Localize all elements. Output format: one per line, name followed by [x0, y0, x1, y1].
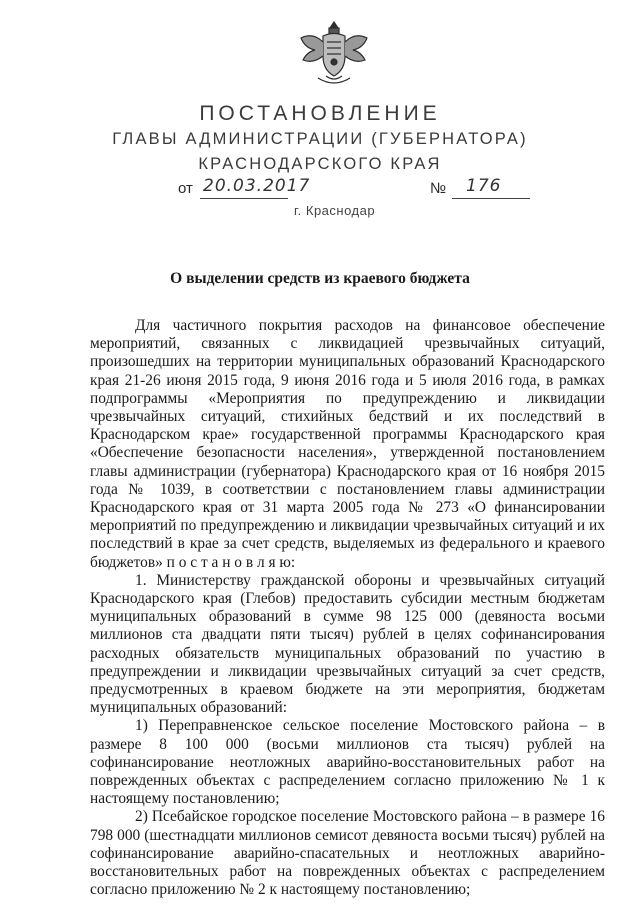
issuer-heading: ГЛАВЫ АДМИНИСТРАЦИИ (ГУБЕРНАТОРА): [112, 130, 528, 148]
region-heading: КРАСНОДАРСКОГО КРАЯ: [198, 155, 442, 173]
document-title: О выделении средств из краевого бюджета: [170, 270, 470, 287]
subclause-paragraph: 2) Псебайское городское поселение Мостовского района – в размере 16 798 000 (шестнадцати миллионов семисот девяноста восьми тысяч) рублей на софинансирование аварийно-спасательных и неотложных аварийно-восстановительных работ на поврежденных объектах с распределением согласно приложению № 2 к настоящему постановлению;: [90, 808, 605, 899]
document-type-heading: ПОСТАНОВЛЕНИЕ: [199, 102, 441, 125]
number-label: №: [430, 180, 447, 197]
number-value: 176: [466, 176, 502, 196]
number-underline: [452, 198, 530, 199]
coat-of-arms-icon: [296, 18, 372, 86]
subclause-paragraph: 1) Переправненское сельское поселение Мостовского района – в размере 8 100 000 (восьми миллионов ста тысяч) рублей на софинансирование неотложных аварийно-восстановительных работ на поврежденных объектах с распределением согласно приложению № 1 к настоящему постановлению;: [90, 717, 605, 808]
date-value: 20.03.2017: [203, 176, 311, 196]
city-label: г. Краснодар: [294, 203, 376, 218]
preamble-paragraph: Для частичного покрытия расходов на финансовое обеспечение мероприятий, связанных с ликвидацией чрезвычайных ситуаций, произошедших на территории муниципальных образований Краснодарского края 21-26 июня 2015 года, 9 июня 2016 года и 5 июля 2016 года, в рамках подпрограммы «Мероприятия по предупреждению и ликвидации чрезвычайных ситуаций, стихийных бедствий и их последствий в Краснодарском крае» государственной программы Краснодарского края «Обеспечение безопасности населения», утвержденной постановлением главы администрации (губернатора) Краснодарского края от 16 ноября 2015 года № 1039, в соответствии с постановлением главы администрации Краснодарского края от 31 марта 2005 года № 273 «О финансировании мероприятий по предупреждению и ликвидации чрезвычайных ситуаций и их последствий в крае за счет средств, выделяемых из федерального и краевого бюджетов» п о с т а н о в л я ю:: [90, 317, 605, 571]
clause-paragraph: 1. Министерству гражданской обороны и чрезвычайных ситуаций Краснодарского края (Глебов) предоставить субсидии местным бюджетам муниципальных образований в сумме 98 125 000 (девяноста восьми миллионов ста двадцати пяти тысяч) рублей в целях софинансирования расходных обязательств муниципальных образований по участию в предупреждении и ликвидации чрезвычайных ситуаций за счет средств, предусмотренных в краевом бюджете на эти мероприятия, бюджетам муниципальных образований:: [90, 571, 605, 717]
date-label: от: [178, 180, 193, 197]
date-underline: [200, 198, 288, 199]
document-body: [90, 317, 605, 900]
